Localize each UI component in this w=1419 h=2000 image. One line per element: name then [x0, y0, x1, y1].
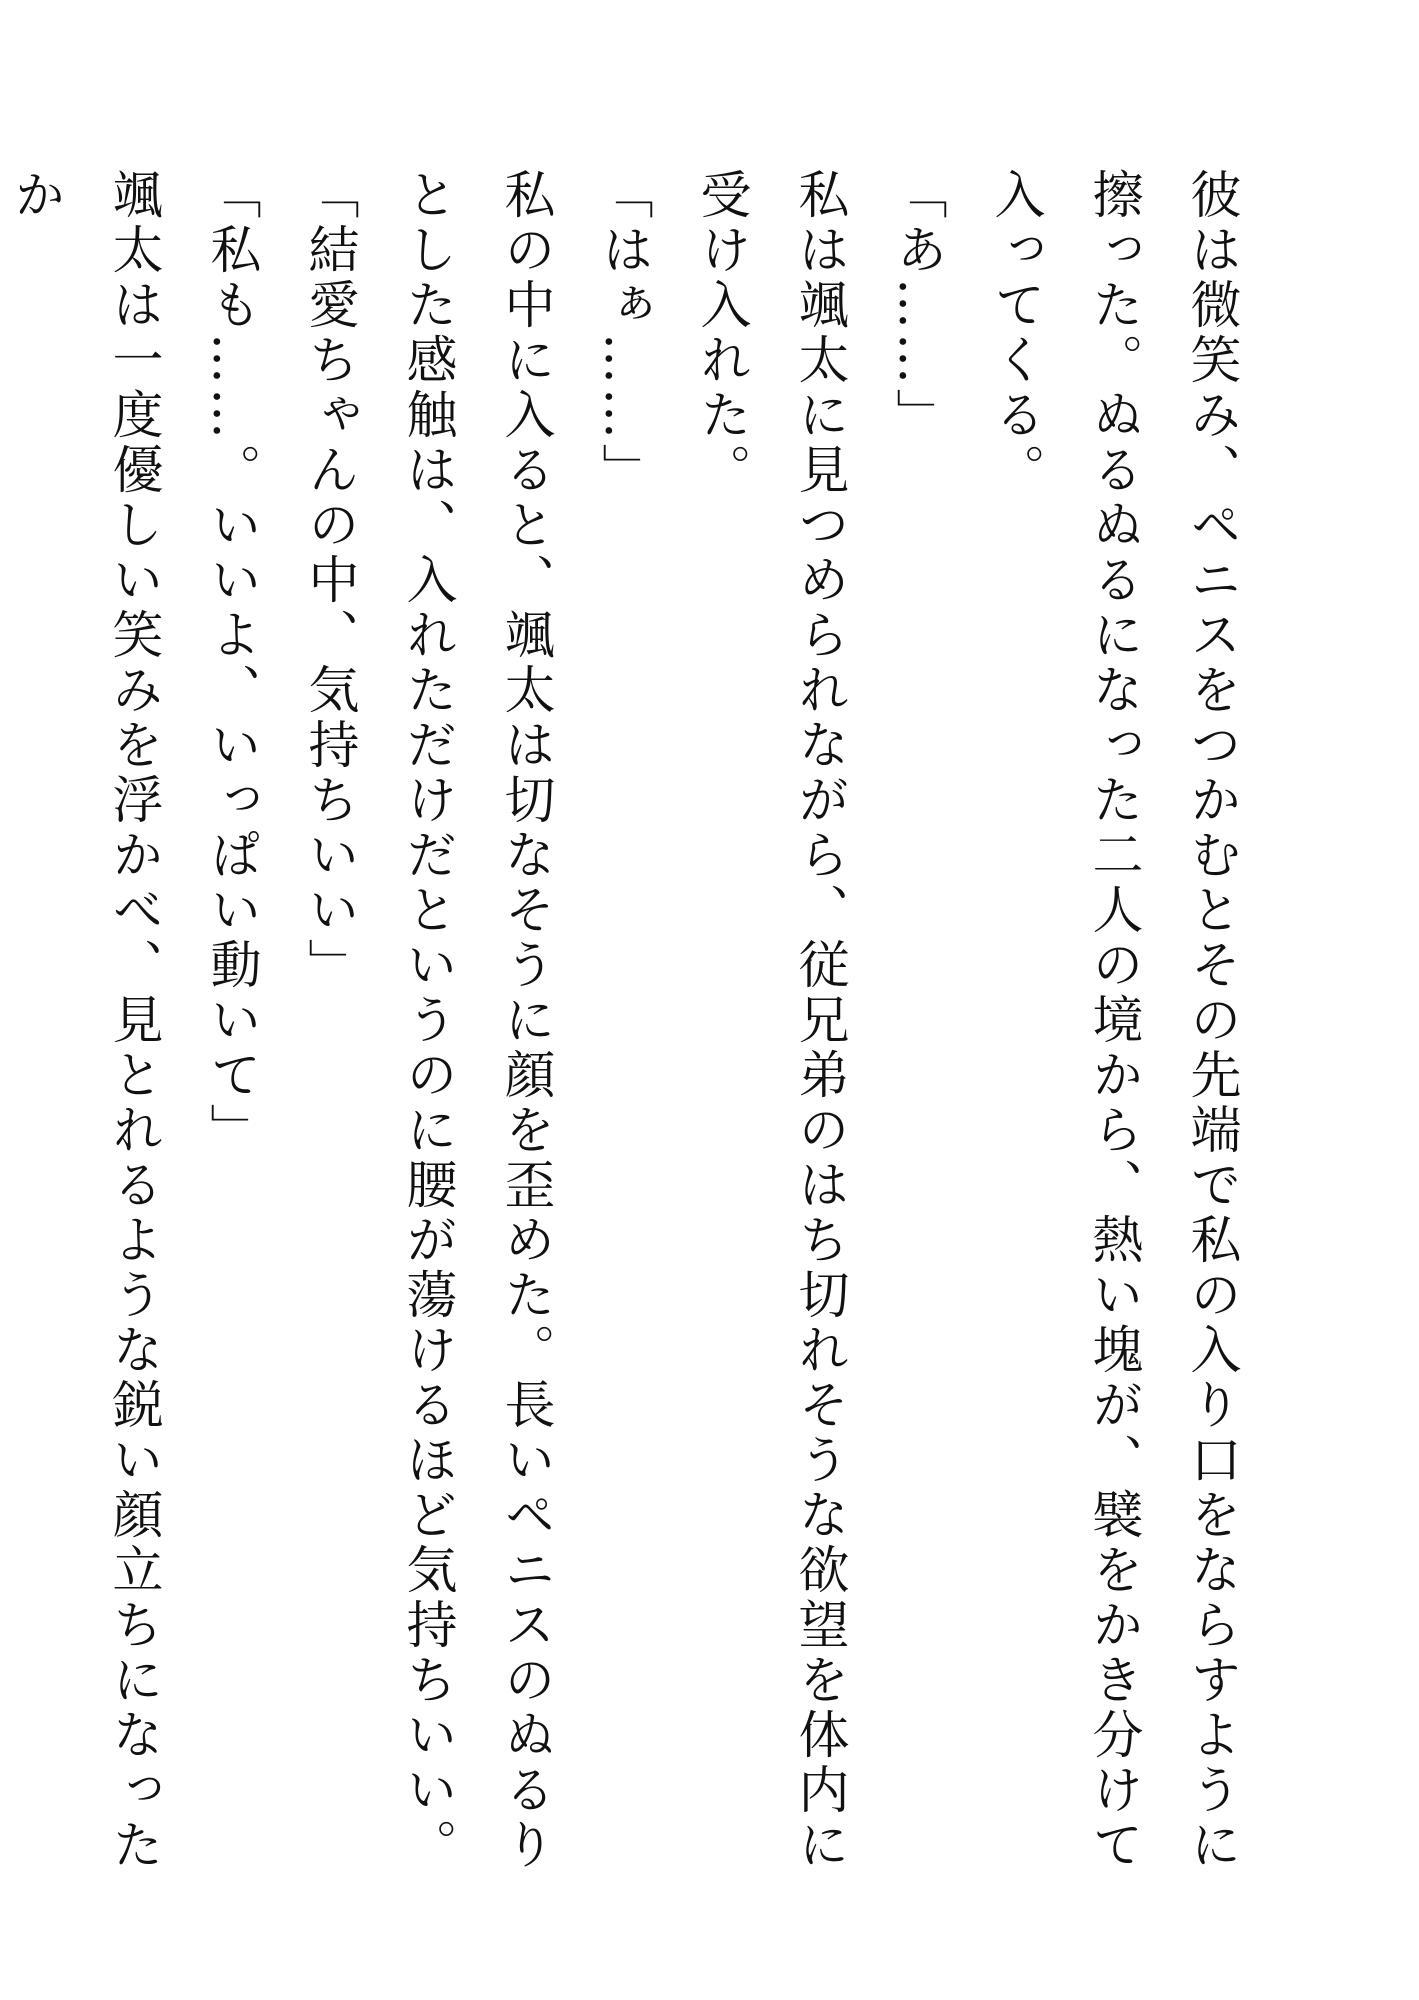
paragraph-8: 颯太は一度優しい笑みを浮かべ、見とれるような鋭い顔立ちになったか — [5, 168, 162, 1873]
vertical-text-body — [5, 168, 1259, 1888]
paragraph-3: 私は颯太に見つめられながら、従兄弟のはち切れそうな欲望を体内に受け入れた。 — [691, 168, 848, 1873]
paragraph-5: 私の中に入ると、颯太は切なそうに顔を歪めた。長いペニスのぬるりとした感触は、入れただけだというのに腰が蕩けるほど気持ちいい。 — [397, 168, 554, 1873]
paragraph-1: 彼は微笑み、ペニスをつかむとその先端で私の入り口をならすように擦った。ぬるぬるになった二人の境から、熱い塊が、襞をかき分けて入ってくる。 — [985, 168, 1240, 1873]
paragraph-2: 「あ……」 — [887, 168, 946, 443]
paragraph-4: 「はぁ……」 — [593, 168, 652, 498]
paragraph-7: 「私も……。いいよ、いっぱい動いて」 — [201, 168, 260, 1158]
paragraph-6: 「結愛ちゃんの中、気持ちいい」 — [299, 168, 358, 993]
